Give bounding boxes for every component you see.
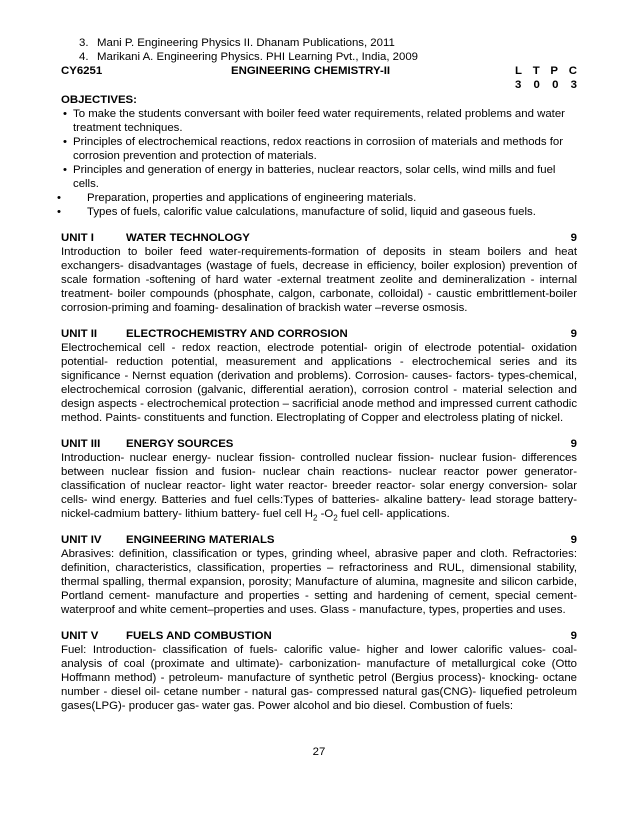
ltpc-value-p: 0 [552, 79, 559, 91]
unit-section [61, 437, 577, 521]
objective-text: Preparation, properties and applications of engineering materials. [87, 192, 417, 204]
bullet-icon: • [63, 108, 67, 120]
unit-hours: 9 [570, 534, 577, 546]
unit-hours: 9 [570, 630, 577, 642]
unit-hours: 9 [570, 438, 577, 450]
unit-section [61, 231, 577, 315]
ltpc-label-l: L [515, 65, 522, 77]
unit-title: ELECTROCHEMISTRY AND CORROSION [126, 328, 348, 340]
unit-body-text: fuel cell- applications. [337, 508, 450, 520]
reference-number: 3. [79, 37, 89, 49]
ltpc-labels [515, 64, 577, 78]
objective-text: To make the students conversant with boiler feed water requirements, related problems and water treatment techniques. [73, 108, 565, 134]
objective-text: Types of fuels, calorific value calculations, manufacture of solid, liquid and gaseous fuels. [87, 206, 536, 218]
objective-text: Principles and generation of energy in batteries, nuclear reactors, solar cells, wind mills and fuel cells. [73, 164, 556, 190]
page-number: 27 [312, 746, 326, 758]
ltpc-values [515, 78, 577, 92]
objectives-list [57, 107, 577, 219]
bullet-icon: • [63, 164, 67, 176]
unit-name: UNIT IV [61, 534, 102, 546]
reference-text: Mani P. Engineering Physics II. Dhanam Publications, 2011 [97, 37, 395, 49]
unit-name: UNIT V [61, 630, 99, 642]
unit-body-text: Introduction- nuclear energy- nuclear fission- controlled nuclear fission- nuclear fusion- differences between nuclear fission and fusion- nuclear chain reactions- nuclear reactor power generator- classification of nuclear reactor- light water reactor- breeder reactor- solar energy conversion- solar cells- wind energy. Batteries and fuel cells:Types of batteries- alkaline battery- lead storage battery- nickel-cadmium battery- lithium battery- fuel cell H [61, 452, 577, 520]
unit-name: UNIT I [61, 232, 94, 244]
reference-item [79, 50, 577, 64]
unit-section [61, 533, 577, 617]
unit-body [61, 451, 577, 521]
bullet-icon: • [57, 192, 61, 204]
objective-item [57, 205, 577, 219]
document-page [57, 36, 578, 713]
objective-item [61, 163, 577, 191]
unit-body: Electrochemical cell - redox reaction, electrode potential- origin of electrode potential- oxidation potential- reduction potential, measurement and applications - electrochemical series and its significance - Nernst equation (derivation and problems). Corrosion- causes- factors- types-chemical, electrochemical corrosion (galvanic, differential aeration), corrosion control - material selection and design aspects - electrochemical protection – sacrificial anode method and impressed current cathodic method. Paints- constituents and function. Electroplating of Copper and electroless plating of nickel. [61, 342, 578, 424]
unit-title: WATER TECHNOLOGY [126, 232, 250, 244]
ltpc-value-c: 3 [570, 79, 577, 91]
unit-title: ENERGY SOURCES [126, 438, 234, 450]
objective-item [61, 135, 577, 163]
unit-body: Abrasives: definition, classification or types, grinding wheel, abrasive paper and cloth. Refractories: definition, characteristics, classification, properties – refractoriness and RUL, dimensional stability, thermal spalling, thermal expansion, porosity; Manufacture of alumina, magnesite and silicon carbide, Portland cement- manufacture and properties - setting and hardening of cement, special cement- waterproof and white cement–properties and uses. Glass - manufacture, types, properties and uses. [61, 548, 577, 616]
objective-item [61, 107, 577, 135]
unit-body: Introduction to boiler feed water-requirements-formation of deposits in steam boilers and heat exchangers- disadvantages (wastage of fuels, decrease in efficiency, boiler explosion) prevention of scale formation -softening of hard water -external treatment zeolite and demineralization - internal treatment- boiler compounds (phosphate, calgon, carbonate, colloidal) - caustic embrittlement-boiler corrosion-priming and foaming- desalination of brackish water –reverse osmosis. [61, 246, 577, 314]
unit-title: FUELS AND COMBUSTION [126, 630, 272, 642]
ltpc-label-t: T [532, 65, 540, 77]
ltpc-label-p: P [550, 65, 559, 77]
subscript-2: 2 [333, 513, 338, 523]
ltpc-value-l: 3 [515, 79, 522, 91]
unit-title: ENGINEERING MATERIALS [126, 534, 275, 546]
unit-heading [61, 437, 577, 451]
course-code: CY6251 [61, 65, 103, 77]
reference-item [79, 36, 577, 50]
unit-hours: 9 [570, 328, 577, 340]
reference-text: Marikani A. Engineering Physics. PHI Learning Pvt., India, 2009 [97, 51, 419, 63]
unit-body: Fuel: Introduction- classification of fuels- calorific value- higher and lower calorific values- coal- analysis of coal (proximate and ultimate)- carbonization- manufacture of metallurgical coke (Otto Hoffmann method) - petroleum- manufacture of synthetic petrol (Bergius process)- knocking- octane number - diesel oil- cetane number - natural gas- compressed natural gas(CNG)- liquefied petroleum gases(LPG)- producer gas- water gas. Power alcohol and bio diesel. Combustion of fuels: [61, 644, 577, 712]
objective-item [57, 191, 577, 205]
unit-name: UNIT III [61, 438, 101, 450]
objective-text: Principles of electrochemical reactions, redox reactions in corrosiion of materials and methods for corrosion prevention and protection of materials. [73, 136, 564, 162]
reference-list [61, 36, 577, 64]
ltpc-label-c: C [568, 65, 577, 77]
unit-body-text: -O [317, 508, 334, 520]
bullet-icon: • [57, 206, 61, 218]
course-header [61, 64, 577, 92]
unit-section [61, 629, 577, 713]
unit-heading [61, 231, 577, 245]
objectives-heading: OBJECTIVES: [61, 94, 137, 106]
ltpc-value-t: 0 [533, 79, 540, 91]
unit-section [61, 327, 577, 425]
ltpc-table [515, 64, 577, 92]
unit-hours: 9 [570, 232, 577, 244]
subscript-2: 2 [312, 513, 318, 523]
unit-heading [61, 629, 577, 643]
unit-name: UNIT II [61, 328, 98, 340]
unit-heading [61, 533, 577, 547]
course-title: ENGINEERING CHEMISTRY-II [231, 65, 391, 77]
unit-heading [61, 327, 577, 341]
reference-number: 4. [79, 51, 89, 63]
bullet-icon: • [63, 136, 67, 148]
